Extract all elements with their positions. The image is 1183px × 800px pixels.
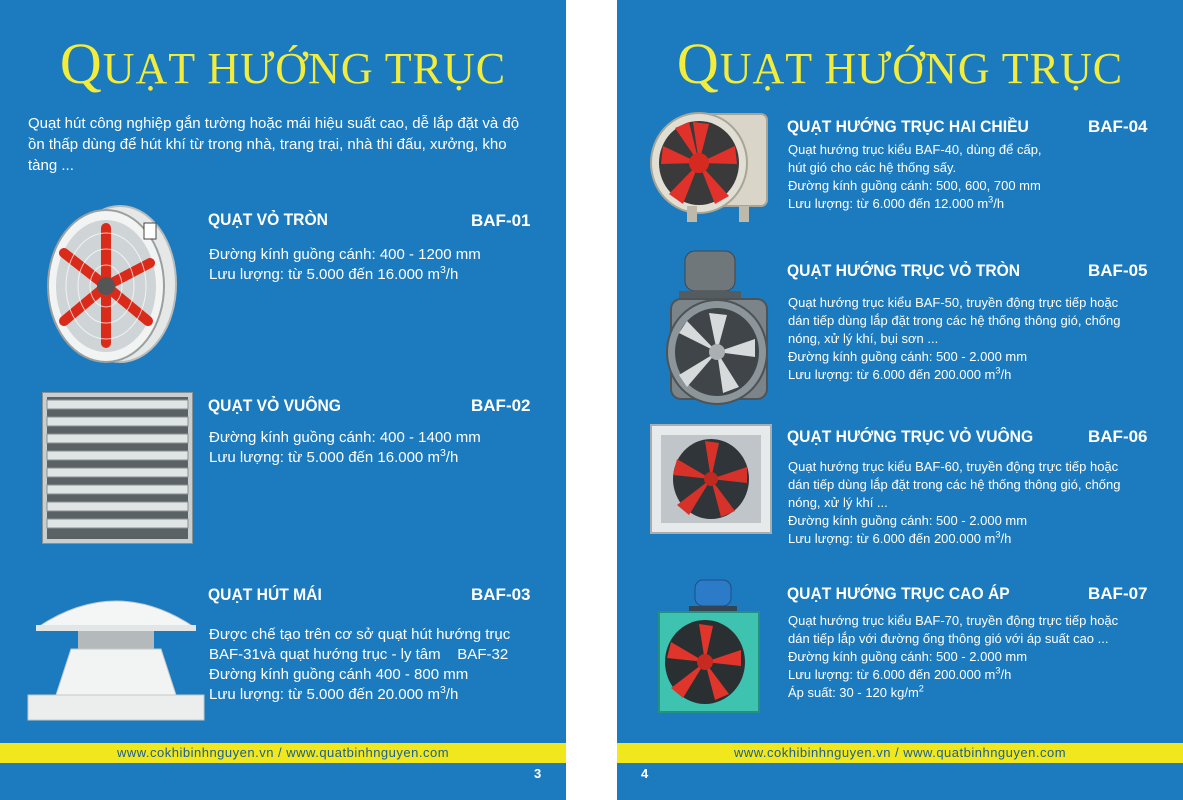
product-code-baf-05: BAF-05 [1088,261,1148,280]
page-number: 3 [534,766,542,781]
product-specs-baf-06: Quạt hướng trục kiểu BAF-60, truyền động trực tiếp hoặc dán tiếp dùng lắp đặt trong các hệ thống thông gió, chống nóng, xử lý khí ... Đường kính guồng cánh: 500 - 2.000 mm Lưu lượng: từ 6.000 đến 200.000 $m^3/h$ [788,459,1121,546]
product-specs-baf-07: Quạt hướng trục kiểu BAF-70, truyền động trực tiếp hoặc dán tiếp lắp với đường ống thông gió với áp suất cao ... Đường kính guồng cánh: 500 - 2.000 mm Lưu lượng: từ 6.000 đến 200.000 $m^3/h$ Áp suất: 30 - 120 $kg/m^2$ [788,613,1119,700]
product-code-baf-01: BAF-01 [471,211,531,230]
product-name-baf-05: QUẠT HƯỚNG TRỤC VỎ TRÒN [787,261,1021,280]
round-duct-fan-image [647,247,777,407]
square-fan-image [42,392,193,544]
product-code-baf-04: BAF-04 [1088,117,1148,136]
footer-website: www.cokhibinhnguyen.vn / www.quatbinhnguyen.com [617,743,1183,763]
product-name-baf-01: QUẠT VỎ TRÒN [208,210,328,229]
product-specs-baf-05: Quạt hướng trục kiểu BAF-50, truyền động trực tiếp hoặc dán tiếp dùng lắp đặt trong các hệ thống thông gió, chống nóng, xử lý khí, bụi sơn ... Đường kính guồng cánh: 500 - 2.000 mm Lưu lượng: từ 6.000 đến 200.000 $m^3/h$ [788,295,1121,382]
product-code-baf-02: BAF-02 [471,396,531,415]
product-specs-baf-01: Đường kính guồng cánh: 400 - 1200 mm Lưu lượng: từ 5.000 đến 16.000 $m^3/h$ [209,246,481,283]
page-right [617,0,1183,800]
product-code-baf-06: BAF-06 [1088,427,1148,446]
page-number: 4 [641,766,649,781]
product-name-baf-03: QUẠT HÚT MÁI [208,585,322,604]
roof-fan-image [26,585,206,722]
page-left [0,0,566,800]
square-duct-fan-image [649,421,775,536]
product-name-baf-02: QUẠT VỎ VUÔNG [208,396,341,415]
footer-website: www.cokhibinhnguyen.vn / www.quatbinhnguyen.com [0,743,566,763]
round-fan-image [40,203,180,365]
page-title: QUẠT HƯỚNG TRỤC [59,31,507,96]
product-name-baf-06: QUẠT HƯỚNG TRỤC VỎ VUÔNG [787,427,1034,446]
two-way-fan-image [649,108,774,228]
intro-text: Quạt hút công nghiệp gắn tường hoặc mái hiệu suất cao, dễ lắp đặt và độ ồn thấp dùng để hút khí từ trong nhà, trang trại, nhà thi đấu, xưởng, kho tàng ... [28,115,520,174]
product-specs-baf-02: Đường kính guồng cánh: 400 - 1400 mm Lưu lượng: từ 5.000 đến 16.000 $m^3/h$ [209,429,481,466]
product-specs-baf-04: Quạt hướng trục kiểu BAF-40, dùng để cấp, hút gió cho các hệ thống sấy. Đường kính guồng cánh: 500, 600, 700 mm Lưu lượng: từ 6.000 đến 12.000 $m^3/h$ [788,142,1042,211]
product-code-baf-07: BAF-07 [1088,584,1148,603]
product-specs-baf-03: Được chế tạo trên cơ sở quạt hút hướng trục BAF-31và quạt hướng trục - ly tâm BAF-32 Đường kính guồng cánh 400 - 800 mm Lưu lượng: từ 5.000 đến 20.000 $m^3/h$ [209,626,511,703]
product-name-baf-04: QUẠT HƯỚNG TRỤC HAI CHIỀU [787,117,1029,136]
page-title: QUẠT HƯỚNG TRỤC [676,31,1124,96]
high-pressure-fan-image [655,578,765,716]
product-name-baf-07: QUẠT HƯỚNG TRỤC CAO ÁP [787,584,1010,603]
product-code-baf-03: BAF-03 [471,585,531,604]
